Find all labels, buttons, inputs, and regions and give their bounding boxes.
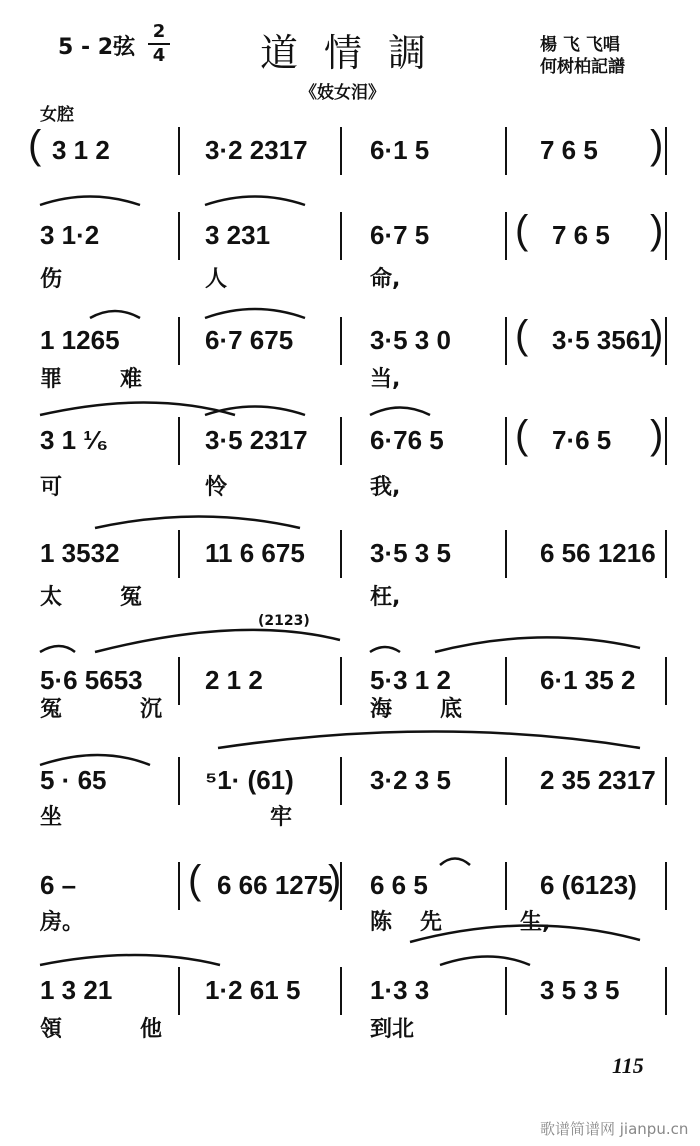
barline (665, 757, 667, 805)
time-signature-top: 2 (152, 21, 166, 42)
slur (40, 197, 140, 206)
barline (340, 127, 342, 175)
slur (370, 647, 400, 652)
repeat-paren: ) (650, 208, 664, 252)
measure-notes: 3·5 3561 (552, 325, 655, 355)
barline (178, 212, 180, 260)
barline (505, 967, 507, 1015)
measure-notes: 3·2 2317 (205, 135, 308, 165)
barline (340, 317, 342, 365)
measure-notes: 3·5 3 5 (370, 538, 451, 568)
slur (40, 403, 235, 416)
repeat-paren: ( (515, 208, 529, 252)
measure-notes: 7 6 5 (540, 135, 598, 165)
measure-notes: 3·2 3 5 (370, 765, 451, 795)
lyric: 命, (370, 267, 401, 292)
barline (340, 757, 342, 805)
measure-notes: 6·1 5 (370, 135, 430, 165)
barline (505, 212, 507, 260)
lyric: 罪 (40, 367, 63, 392)
lyric: 难 (120, 367, 143, 392)
lyric: 可 (40, 475, 63, 500)
lyric: 太 (40, 585, 63, 610)
repeat-paren: ( (188, 858, 202, 902)
repeat-paren: ) (650, 413, 664, 457)
lyric: 伤 (40, 267, 63, 292)
barline (340, 530, 342, 578)
barline (340, 417, 342, 465)
barline (505, 317, 507, 365)
barline (178, 967, 180, 1015)
repeat-paren: ) (650, 123, 664, 167)
measure-notes: 1 1265 (40, 325, 120, 355)
measure-notes: 2 35 2317 (540, 765, 656, 795)
slur (440, 859, 470, 866)
singer-credit: 楊 飞 飞唱 (540, 35, 620, 55)
measure-notes: 3·5 2317 (205, 425, 308, 455)
barline (505, 417, 507, 465)
barline (505, 757, 507, 805)
lyric: 沉 (140, 697, 163, 722)
measure-notes: 3 1 2 (52, 135, 110, 165)
repeat-paren: ( (28, 123, 42, 167)
lyric: 到北 (370, 1017, 415, 1042)
slur (95, 517, 300, 529)
measure-notes: 6·1 35 2 (540, 665, 636, 695)
lyric: 先 (420, 910, 443, 935)
notator-credit: 何树柏記譜 (540, 57, 625, 77)
measure-notes: 3 1 ¹⁄₆ (40, 425, 109, 455)
measure-notes: 6·76 5 (370, 425, 444, 455)
slur (205, 407, 305, 416)
measure-notes: 1·2 61 5 (205, 975, 301, 1005)
barline (505, 657, 507, 705)
lyric: 怜 (205, 475, 228, 500)
tuning-label: 5 - 2弦 (58, 35, 136, 60)
measure-notes: 6 (6123) (540, 870, 637, 900)
lyric: 我, (370, 475, 401, 500)
barline (665, 317, 667, 365)
barline (178, 317, 180, 365)
measure-notes: ⁵1· (61) (205, 765, 294, 795)
time-signature-bottom: 4 (152, 45, 166, 66)
slur (218, 732, 640, 749)
lyric: 陈 (370, 910, 393, 935)
measure-notes: 3 1·2 (40, 220, 100, 250)
lyric: 他 (140, 1017, 163, 1042)
lyric: 冤 (120, 585, 143, 610)
measure-notes: 1 3 21 (40, 975, 113, 1005)
grace-notes: (2123) (258, 613, 310, 629)
repeat-paren: ( (515, 413, 529, 457)
slur (40, 955, 220, 965)
page-number: 115 (612, 1053, 644, 1078)
lyric: 牢 (270, 805, 293, 830)
lyric: 坐 (40, 805, 63, 830)
barline (178, 127, 180, 175)
lyric: 底 (440, 697, 463, 722)
slur (435, 637, 640, 652)
measure-notes: 2 1 2 (205, 665, 263, 695)
measure-notes: 3 5 3 5 (540, 975, 620, 1005)
lyric: 領 (40, 1017, 63, 1042)
measure-notes: 6 6 5 (370, 870, 428, 900)
barline (340, 657, 342, 705)
barline (665, 212, 667, 260)
measure-notes: 5·6 5653 (40, 665, 143, 695)
watermark: 歌谱简谱网 jianpu.cn (540, 1120, 689, 1138)
lyric: 生, (520, 910, 551, 935)
measure-notes: 6·7 5 (370, 220, 430, 250)
lyric: 枉, (370, 585, 401, 610)
measure-notes: 1 3532 (40, 538, 120, 568)
slur (205, 197, 305, 206)
barline (505, 862, 507, 910)
barline (665, 967, 667, 1015)
barline (505, 530, 507, 578)
barline (178, 757, 180, 805)
measure-notes: 6 – (40, 870, 77, 900)
lyric: 人 (205, 267, 228, 292)
slur (40, 755, 150, 765)
lyric: 当, (370, 367, 401, 392)
slur (440, 957, 530, 966)
barline (178, 417, 180, 465)
barline (665, 530, 667, 578)
barline (665, 417, 667, 465)
measure-notes: 1·3 3 (370, 975, 430, 1005)
measure-notes: 6 56 1216 (540, 538, 656, 568)
barline (340, 967, 342, 1015)
lyric: 房。 (40, 910, 85, 935)
opera-subtitle: 《妓女泪》 (300, 83, 385, 103)
barline (178, 657, 180, 705)
barline (665, 127, 667, 175)
barline (178, 530, 180, 578)
repeat-paren: ) (650, 313, 664, 357)
lyric: 海 (370, 697, 393, 722)
slur (90, 311, 140, 318)
slur (370, 408, 430, 416)
barline (665, 657, 667, 705)
measure-notes: 11 6 675 (205, 538, 305, 568)
measure-notes: 6·7 675 (205, 325, 294, 355)
song-title: 道情調 (260, 31, 453, 75)
measure-notes: 7·6 5 (552, 425, 612, 455)
slur (205, 309, 305, 318)
barline (505, 127, 507, 175)
barline (178, 862, 180, 910)
slur (40, 646, 75, 652)
measure-notes: 5 · 65 (40, 765, 107, 795)
barline (340, 212, 342, 260)
slur (95, 630, 340, 652)
barline (665, 862, 667, 910)
repeat-paren: ) (328, 858, 342, 902)
measure-notes: 3·5 3 0 (370, 325, 451, 355)
measure-notes: 5·3 1 2 (370, 665, 451, 695)
lyric: 冤 (40, 697, 63, 722)
repeat-paren: ( (515, 313, 529, 357)
measure-notes: 6 66 1275 (217, 870, 333, 900)
voice-label: 女腔 (40, 105, 74, 125)
measure-notes: 7 6 5 (552, 220, 610, 250)
measure-notes: 3 231 (205, 220, 271, 250)
time-signature (148, 22, 170, 66)
